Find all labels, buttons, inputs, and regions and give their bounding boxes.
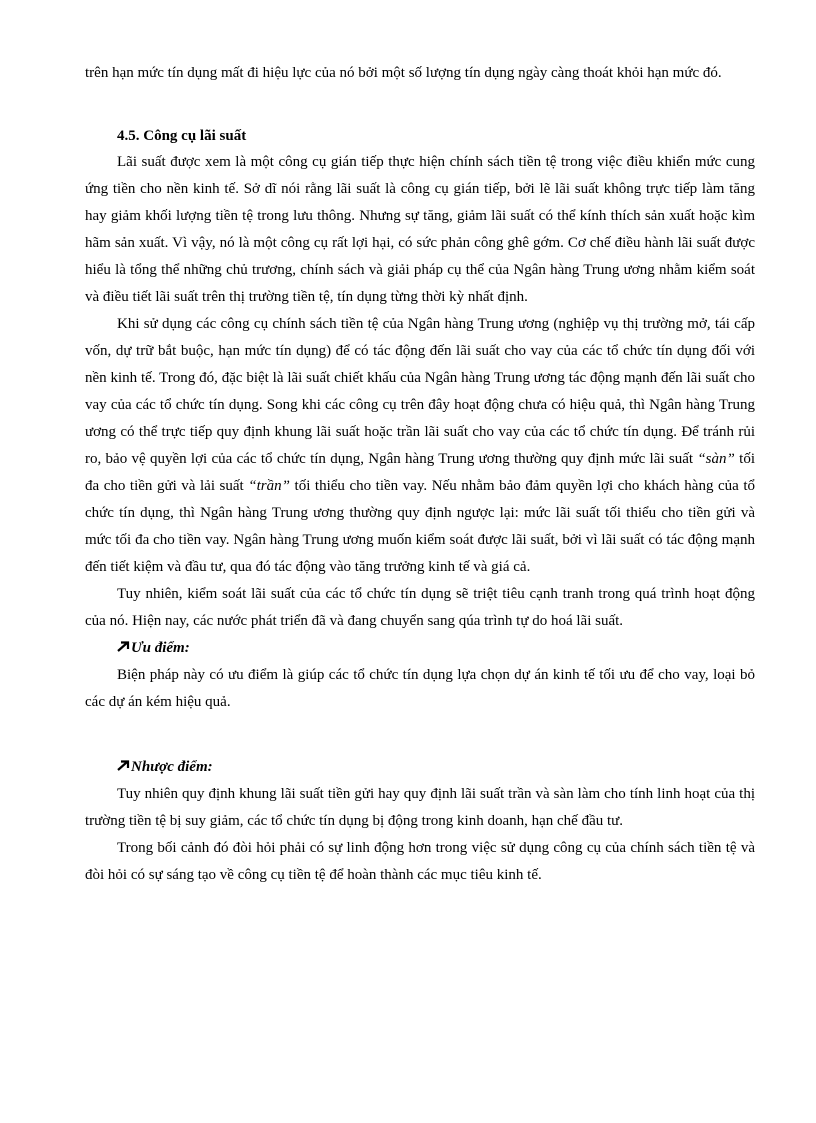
paragraph-text: tối thiểu cho tiền vay. Nếu nhằm bảo đảm quyền lợi cho khách hàng của tổ chức tín dụng, thì Ngân hàng Trung ương thường quy định ngược lại: mức lãi suất tối thiểu cho tiền gửi và mức tối đa cho tiền vay. Ngân hàng Trung ương muốn kiểm soát được lãi suất, bởi vì lãi suất có tác động mạnh đến tiết kiệm và đầu tư, qua đó tác động vào tăng trưởng kinh tế và giá cả. — [85, 478, 756, 575]
paragraph-interest-rate-tool: Lãi suất được xem là một công cụ gián tiếp thực hiện chính sách tiền tệ trong việc điều khiển mức cung ứng tiền cho nền kinh tế. Sở dĩ nói rằng lãi suất là công cụ gián tiếp, bởi lẽ lãi suất không trực tiếp làm tăng hay giảm khối lượng tiền tệ trong lưu thông. Nhưng sự tăng, giảm lãi suất có thể kính thích sản xuất hoặc kìm hãm sản xuất. Vì vậy, nó là một công cụ rất lợi hại, có sức phản công ghê gớm. Cơ chế điều hành lãi suất được hiểu là tổng thể những chủ trương, chính sách và giải pháp cụ thể của Ngân hàng Trung ương nhằm kiểm soát và điều tiết lãi suất trên thị trường tiền tệ, tín dụng từng thời kỳ nhất định. — [85, 154, 755, 305]
paragraph-liberalization: Tuy nhiên, kiểm soát lãi suất của các tổ chức tín dụng sẽ triệt tiêu cạnh tranh trong quá trình hoạt động của nó. Hiện nay, các nước phát triển đã và đang chuyển sang qúa trình tự do hoá lãi suất. — [85, 586, 755, 629]
floor-term: “sàn” — [697, 451, 735, 467]
arrow-bullet-icon — [117, 755, 131, 781]
paragraph-text: Khi sử dụng các công cụ chính sách tiền tệ của Ngân hàng Trung ương (nghiệp vụ thị trường mở, tái cấp vốn, dự trữ bắt buộc, hạn mức tín dụng) để có tác động đến lãi suất cho vay của các tổ chức tín dụng đối với nền kinh tế. Trong đó, đặc biệt là lãi suất chiết khấu của Ngân hàng Trung ương tác động mạnh đến lãi suất cho vay của các tổ chức tín dụng. Song khi các công cụ trên đây hoạt động chưa có hiệu quả, thì Ngân hàng Trung ương có thể trực tiếp quy định khung lãi suất hoặc trần lãi suất cho vay của các tổ chức tín dụng. Để tránh rủi ro, bảo vệ quyền lợi của các tổ chức tín dụng, Ngân hàng Trung ương thường quy định mức lãi suất — [85, 316, 755, 467]
advantages-heading: Ưu điểm: — [117, 635, 755, 662]
arrow-bullet-icon — [117, 636, 131, 662]
document-page — [85, 60, 755, 889]
paragraph-text: tối đa cho tiền gửi và lải suất — [85, 451, 756, 494]
paragraph-central-bank-tools — [85, 311, 755, 581]
advantages-text: Biện pháp này có ưu điểm là giúp các tổ chức tín dụng lựa chọn dự án kinh tế tối ưu để cho vay, loại bỏ các dự án kém hiệu quả. — [85, 667, 755, 710]
section-heading: 4.5. Công cụ lãi suất — [117, 128, 247, 144]
intro-paragraph: trên hạn mức tín dụng mất đi hiệu lực của nó bởi một số lượng tín dụng ngày càng thoát khỏi hạn mức đó. — [85, 65, 722, 81]
ceiling-term: “trần” — [248, 478, 290, 494]
disadvantages-text: Tuy nhiên quy định khung lãi suất tiền gửi hay quy định lãi suất trần và sàn làm cho tính linh hoạt của thị trường tiền tệ bị suy giảm, các tổ chức tín dụng bị động trong kinh doanh, hạn chế đầu tư. — [85, 786, 755, 829]
disadvantages-heading: Nhược điểm: — [117, 754, 755, 781]
closing-paragraph: Trong bối cảnh đó đòi hỏi phải có sự linh động hơn trong việc sử dụng công cụ của chính sách tiền tệ và đòi hỏi có sự sáng tạo về công cụ tiền tệ để hoàn thành các mục tiêu kinh tế. — [85, 840, 755, 883]
